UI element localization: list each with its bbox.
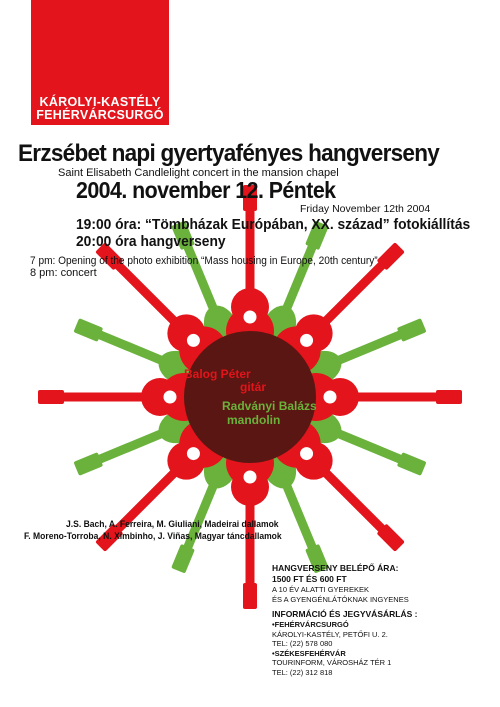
guitar-shape-3 [292,373,462,421]
performer-2-name: Radványi Balázs [222,399,317,413]
event-subtitle-en: Saint Elisabeth Candlelight concert in the mansion chapel [58,167,339,179]
logo-line-2: FEHÉRVÁRCSURGÓ [36,108,164,122]
composers-line-2: F. Moreno-Torroba, N. Ximbinho, J. Viñas, Magyar táncdallamok [24,531,282,542]
contact-heading: INFORMÁCIÓ ÉS JEGYVÁSÁRLÁS : [272,609,418,619]
guitar-shape-1 [226,185,274,355]
performer-1-instrument: gitár [240,380,267,394]
tickets-prices: 1500 FT ÉS 600 FT [272,574,347,584]
contact-place-2-address: TOURINFORM, VÁROSHÁZ TÉR 1 [272,658,392,667]
performer-2-instrument: mandolin [227,413,281,427]
event-date-en: Friday November 12th 2004 [300,203,431,215]
logo-box [31,0,169,125]
program-en-line-2: 8 pm: concert [30,267,97,279]
composers-line-1: J.S. Bach, A. Ferreira, M. Giuliani, Madeirai dallamok [66,519,279,530]
info-block [272,563,496,677]
wheel-center-disc [184,331,316,463]
tickets-heading: HANGVERSENY BELÉPŐ ÁRA: [272,563,399,573]
contact-place-1-tel: TEL: (22) 578 080 [272,639,333,648]
program-en-line-1: 7 pm: Opening of the photo exhibition “Mass housing in Europe, 20th century” [30,255,378,267]
contact-place-1-address: KÁROLYI-KASTÉLY, PETŐFI U. 2. [272,629,388,639]
contact-place-1-name: •FEHÉRVÁRCSURGÓ [272,620,349,629]
logo-line-1: KÁROLYI-KASTÉLY [39,95,161,109]
program-hu-line-1: 19:00 óra: “Tömbházak Európában, XX. század” fotokiállítás [76,216,471,233]
event-date-hu: 2004. november 12. Péntek [76,177,336,203]
performer-1-name: Balog Péter [184,367,251,381]
tickets-note-2: ÉS A GYENGÉNLÁTÓKNAK INGYENES [272,594,409,604]
contact-place-2-name: •SZÉKESFEHÉRVÁR [272,648,346,658]
tickets-note-1: A 10 ÉV ALATTI GYEREKEK [272,585,369,594]
guitar-shape-7 [38,373,208,421]
contact-place-2-tel: TEL: (22) 312 818 [272,667,333,677]
program-hu-line-2: 20:00 óra hangverseny [76,233,226,250]
event-title: Erzsébet napi gyertyafényes hangverseny [18,140,440,167]
